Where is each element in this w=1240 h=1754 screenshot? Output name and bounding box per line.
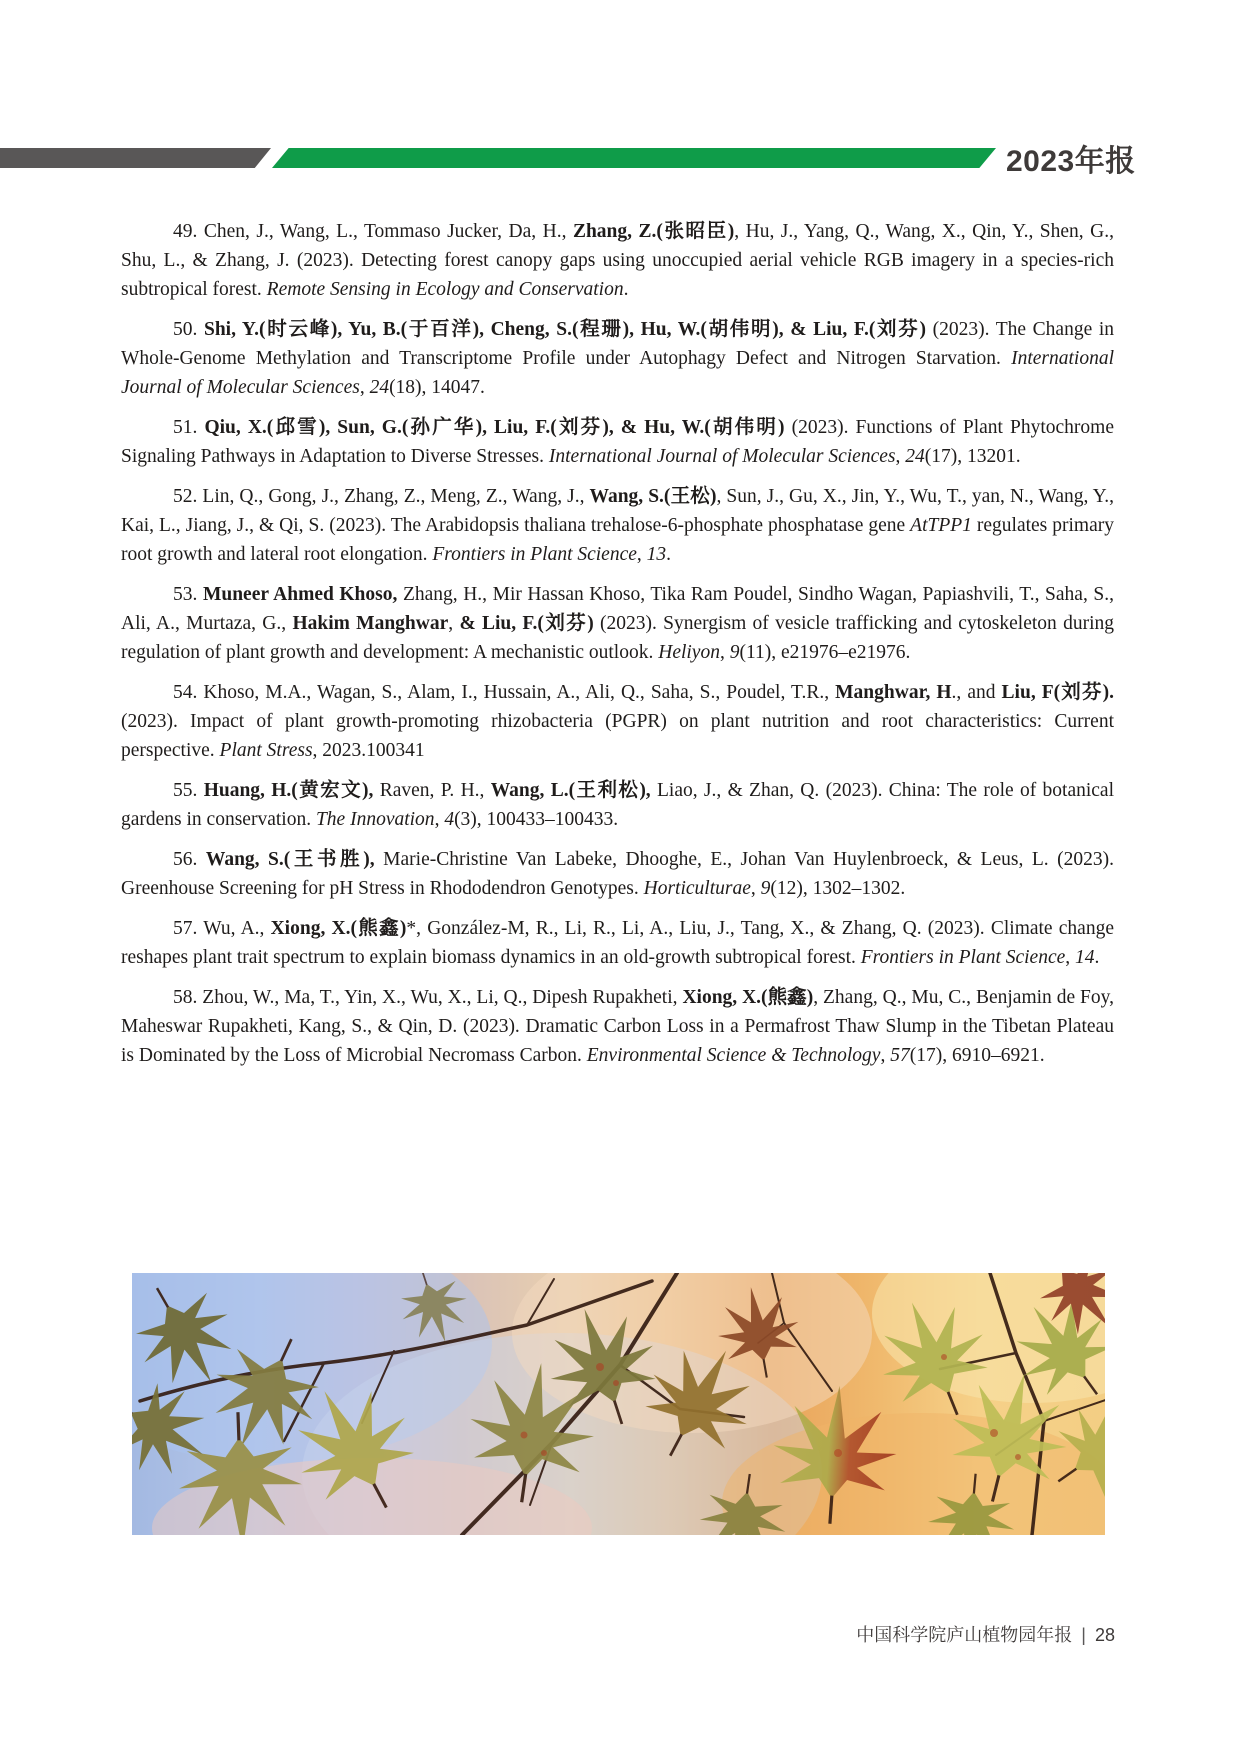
reference-text-run: Liao, J., & Zhan, Q. (2023). China: The role of botanical gardens in conservation. <box>121 780 1114 830</box>
reference-text-run: 4 <box>444 809 455 830</box>
reference-text-run: . <box>666 544 672 565</box>
reference-text-run: 54. Khoso, M.A., Wagan, S., Alam, I., Hussain, A., Ali, Q., Saha, S., Poudel, T.R., <box>173 682 836 703</box>
reference-text-run: 51. <box>173 417 205 438</box>
page-footer <box>120 1621 1115 1647</box>
reference-text-run: (17), 13201. <box>924 446 1021 467</box>
reference-item <box>121 678 1114 765</box>
footer-page-number: 28 <box>1094 1625 1115 1645</box>
reference-text-run: Frontiers in Plant Science <box>860 947 1066 968</box>
reference-text-run: & Liu, F.(刘芬) <box>459 613 594 634</box>
reference-text-run: 9 <box>729 642 740 663</box>
reference-text-run: 55. <box>173 780 204 801</box>
reference-text-run: Manghwar, H <box>835 682 952 703</box>
reference-text-run: , <box>719 642 730 663</box>
reference-text-run: Wang, L.(王利松), <box>490 780 651 801</box>
reference-text-run: (2023). The Change in Whole-Genome Methylation and Transcriptome Profile under Autophagy Defect and Nitrogen Starvation. <box>121 319 1115 369</box>
publications-list <box>121 217 1114 1081</box>
reference-text-run: International Journal of Molecular Sciences <box>121 348 1114 398</box>
reference-text-run: 57 <box>890 1045 910 1066</box>
footer-separator: | <box>1081 1625 1086 1645</box>
reference-text-run: 52. Lin, Q., Gong, J., Zhang, Z., Meng, Z., Wang, J., <box>173 486 590 507</box>
reference-text-run: , <box>448 613 460 634</box>
reference-text-run: 13 <box>646 544 667 565</box>
reference-text-run: Plant Stress <box>219 740 313 761</box>
reference-text-run: (17), 6910–6921. <box>909 1045 1045 1066</box>
reference-text-run: , <box>434 809 445 830</box>
reference-text-run: , <box>1065 947 1076 968</box>
reference-text-run: Frontiers in Plant Science <box>432 544 637 565</box>
reference-text-run: 49. Chen, J., Wang, L., Tommaso Jucker, Da, H., <box>173 221 573 242</box>
reference-text-run: , Zhang, Q., Mu, C., Benjamin de Foy, Maheswar Rupakheti, Kang, S., & Qin, D. (2023). Dramatic Carbon Loss in a Permafrost Thaw Slump in the Tibetan Plateau is Dominated by the Loss of Microbial Necromass Carbon. <box>121 987 1115 1066</box>
reference-text-run: , 2023.100341 <box>312 740 425 761</box>
reference-text-run: (11), e21976–e21976. <box>739 642 911 663</box>
reference-text-run: Heliyon <box>658 642 720 663</box>
reference-text-run: 56. <box>173 849 206 870</box>
reference-text-run: 24 <box>369 377 390 398</box>
reference-item <box>121 482 1114 569</box>
reference-text-run: Marie-Christine Van Labeke, Dhooghe, E., Johan Van Huylenbroeck, & Leus, L. (2023). Greenhouse Screening for pH Stress in Rhododendron Genotypes. <box>121 849 1114 899</box>
reference-text-run: *, González-M, R., Li, R., Li, A., Liu, J., Tang, X., & Zhang, Q. (2023). Climate change reshapes plant trait spectrum to explain biomass dynamics in an old-growth subtropical forest. <box>121 918 1114 968</box>
reference-text-run: 14 <box>1075 947 1095 968</box>
footer-org-title: 中国科学院庐山植物园年报 <box>856 1625 1073 1645</box>
reference-item <box>121 776 1114 834</box>
reference-text-run: . <box>1094 947 1100 968</box>
reference-text-run: , Hu, J., Yang, Q., Wang, X., Qin, Y., Shen, G., Shu, L., & Zhang, J. (2023). Detecting forest canopy gaps using unoccupied aerial vehicle RGB imagery in a species-rich subtropical forest. <box>121 221 1114 300</box>
autumn-leaves-photo <box>132 1273 1105 1535</box>
reference-text-run: Muneer Ahmed Khoso, <box>202 584 398 605</box>
reference-text-run: , <box>750 878 761 899</box>
reference-text-run: (2023). Functions of Plant Phytochrome Signaling Pathways in Adaptation to Diverse Stresses. <box>121 417 1114 467</box>
reference-text-run: 53. <box>173 584 203 605</box>
reference-item <box>121 983 1114 1070</box>
reference-item <box>121 580 1114 667</box>
reference-item <box>121 217 1114 304</box>
reference-text-run: Zhang, H., Mir Hassan Khoso, Tika Ram Poudel, Sindho Wagan, Papiashvili, T., Saha, S., Ali, A., Murtaza, G., <box>121 584 1114 634</box>
reference-text-run: 50. <box>173 319 204 340</box>
reference-text-run: , <box>880 1045 891 1066</box>
reference-text-run: Shi, Y.(时云峰), Yu, B.(于百洋), Cheng, S.(程珊), Hu, W.(胡伟明), & Liu, F.(刘芬) <box>203 319 927 340</box>
reference-text-run: (12), 1302–1302. <box>770 878 906 899</box>
reference-text-run: , <box>895 446 906 467</box>
reference-text-run: Liu, F(刘芬). <box>1001 682 1115 703</box>
header-bar-gray-segment <box>0 148 271 168</box>
reference-text-run: AtTPP1 <box>910 515 972 536</box>
reference-text-run: 58. Zhou, W., Ma, T., Yin, X., Wu, X., Li, Q., Dipesh Rupakheti, <box>173 987 683 1008</box>
reference-text-run: Remote Sensing in Ecology and Conservation <box>266 279 624 300</box>
header-year-label: 2023年报 <box>1006 145 1136 178</box>
reference-text-run: 9 <box>760 878 771 899</box>
reference-text-run: . <box>623 279 629 300</box>
reference-item <box>121 315 1114 402</box>
reference-text-run: , <box>359 377 370 398</box>
reference-text-run: Qiu, X.(邱雪), Sun, G.(孙广华), Liu, F.(刘芬), & Hu, W.(胡伟明) <box>204 417 785 438</box>
reference-text-run: Horticulturae <box>643 878 751 899</box>
reference-text-run: Wang, S.(王书胜), <box>205 849 375 870</box>
reference-item <box>121 845 1114 903</box>
reference-text-run: Xiong, X.(熊鑫) <box>270 918 407 939</box>
reference-text-run: Zhang, Z.(张昭臣) <box>572 221 735 242</box>
reference-text-run: (2023). Impact of plant growth-promoting rhizobacteria (PGPR) on plant nutrition and root characteristics: Current perspective. <box>121 711 1114 761</box>
reference-text-run: , Sun, J., Gu, X., Jin, Y., Wu, T., yan, N., Wang, Y., Kai, L., Jiang, J., & Qi, S. (2023). The Arabidopsis thaliana trehalose-6-phosphate phosphatase gene <box>121 486 1115 536</box>
reference-text-run: (18), 14047. <box>389 377 485 398</box>
reference-text-run: Raven, P. H., <box>373 780 491 801</box>
reference-text-run: Wang, S.(王松) <box>589 486 717 507</box>
header-bar-green-segment <box>272 148 996 168</box>
reference-text-run: regulates primary root growth and lateral root elongation. <box>121 515 1114 565</box>
reference-text-run: Environmental Science & Technology <box>586 1045 881 1066</box>
reference-text-run: 24 <box>905 446 925 467</box>
reference-text-run: Hakim Manghwar <box>292 613 449 634</box>
reference-text-run: , <box>636 544 647 565</box>
reference-item <box>121 413 1114 471</box>
reference-text-run: International Journal of Molecular Sciences <box>548 446 896 467</box>
reference-text-run: (2023). Synergism of vesicle trafficking and cytoskeleton during regulation of plant growth and development: A mechanistic outlook. <box>121 613 1114 663</box>
reference-text-run: Huang, H.(黄宏文), <box>203 780 374 801</box>
reference-text-run: (3), 100433–100433. <box>454 809 619 830</box>
reference-text-run: Xiong, X.(熊鑫) <box>682 987 814 1008</box>
reference-item <box>121 914 1114 972</box>
reference-text-run: The Innovation <box>315 809 435 830</box>
reference-text-run: 57. Wu, A., <box>173 918 271 939</box>
reference-text-run: ., and <box>951 682 1002 703</box>
